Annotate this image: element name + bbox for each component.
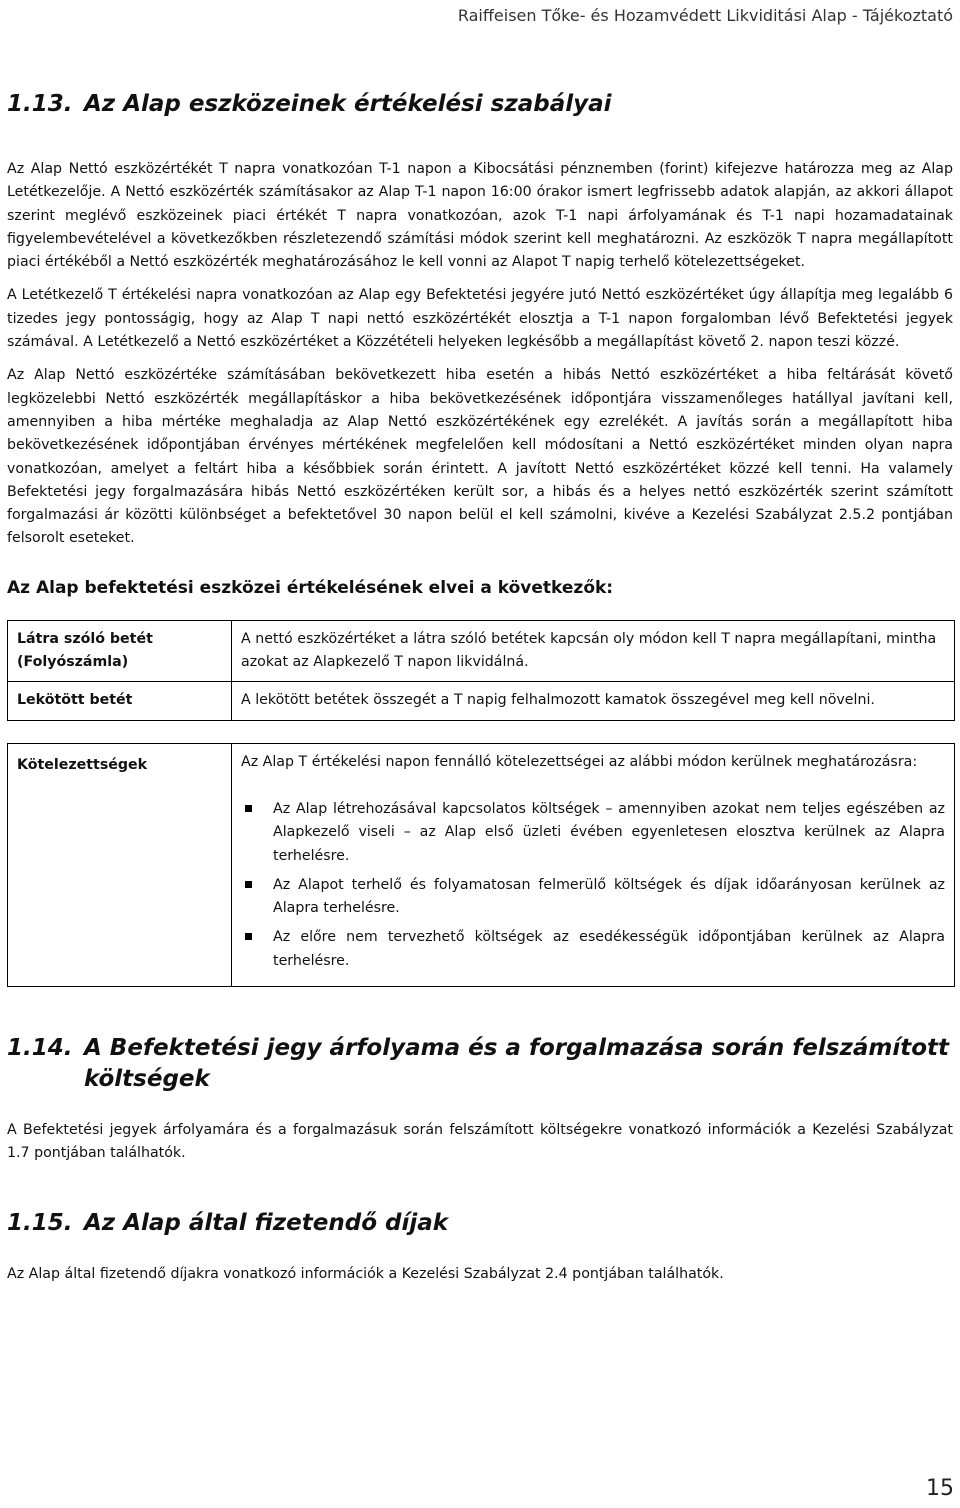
- table-row: [8, 743, 955, 986]
- row-text: A lekötött betétek összegét a T napig felhalmozott kamatok összegével meg kell növelni.: [232, 682, 955, 720]
- page-number: 15: [926, 1476, 954, 1501]
- section-number: 1.15.: [7, 1209, 73, 1236]
- table-row: [8, 682, 955, 720]
- liabilities-list: [241, 798, 945, 973]
- valuation-table-liabilities: [7, 743, 955, 987]
- paragraph-fees: Az Alap által fizetendő díjakra vonatkozó információk a Kezelési Szabályzat 2.4 pontjában találhatók.: [7, 1265, 724, 1282]
- paragraph-nav-per-unit: A Letétkezelő T értékelési napra vonatkozóan az Alap egy Befektetési jegyére jutó Nettó eszközértéket úgy állapítja meg legalább 6 tizedes jegy pontosságig, hogy az Alap T napi nettó eszközértékét elosztja a T-1 napon forgalomban lévő Befektetési jegyek számával. A Letétkezelő a Nettó eszközértéket a Közzétételi helyeken legkésőbb a megállapítást követő 2. napon teszi közzé.: [7, 287, 953, 351]
- row-label: Lekötött betét: [8, 682, 232, 720]
- paragraph-price-costs: A Befektetési jegyek árfolyamára és a forgalmazásuk során felszámított költségekre vonatkozó információk a Kezelési Szabályzat 1.7 pontjában találhatók.: [7, 1122, 953, 1162]
- section-title: Az Alap eszközeinek értékelési szabályai: [84, 91, 612, 117]
- section-number: 1.14.: [7, 1035, 73, 1062]
- paragraph-nav-error-correction: Az Alap Nettó eszközértéke számításában bekövetkezett hiba esetén a hibás Nettó eszközértéket a hiba feltárását követő legközelebbi Nettó eszközérték megállapításkor a hiba bekövetkezésének időpontjára visszamenőleges hatállyal javítani kell, amennyiben a hiba mértéke meghaladja az Alap Nettó eszközértékének egy ezrelékét. A javítás során a megállapított hiba bekövetkezésének időpontjában érvényes mértékének megfelelően kell módosítani a Nettó eszközértéket minden olyan napra vonatkozóan, amelyet a feltárt hiba a későbbiek során érintett. A javított Nettó eszközértéket közzé kell tenni. Ha valamely Befektetési jegy forgalmazására hibás Nettó eszközértéken került sor, a hibás és a helyes nettó eszközérték szerint számított forgalmazási ár közötti különbséget a befektetővel 30 napon belül el kell számolni, kivéve a Kezelési Szabályzat 2.5.2 pontjában felsorolt eseteket.: [7, 367, 953, 547]
- list-item: Az Alapot terhelő és folyamatosan felmerülő költségek és díjak időarányosan kerülnek az Alapra terhelésre.: [241, 874, 945, 921]
- row-text: [232, 743, 955, 986]
- paragraph-nav-calculation: Az Alap Nettó eszközértékét T napra vonatkozóan T-1 napon a Kibocsátási pénznemben (forint) kifejezve határozza meg az Alap Letétkezelője. A Nettó eszközérték számításakor az Alap T-1 napon 16:00 órakor ismert legfrissebb adatok alapján, az akkori állapot szerint meglévő eszközeinek piaci értékét T napra vonatkozóan, azok T-1 napi árfolyamának és T-1 napi hozamadatainak figyelembevételével a következőkben részletezendő számítási módok szerint kell meghatározni. Az eszközök T napra megállapított piaci értékéből a Nettó eszközérték meghatározásához le kell vonni az Alapot T napig terhelő kötelezettségeket.: [7, 161, 953, 271]
- section-1-13-heading: [7, 89, 953, 120]
- section-title: A Befektetési jegy árfolyama és a forgalmazása során felszámított költségek: [84, 1035, 950, 1093]
- row-label: Látra szóló betét (Folyószámla): [8, 620, 232, 682]
- section-1-15-heading: [7, 1208, 953, 1239]
- valuation-principles-subheading: Az Alap befektetési eszközei értékelésének elvei a következők:: [7, 577, 614, 598]
- section-title: Az Alap által fizetendő díjak: [84, 1209, 449, 1236]
- document-body: [7, 0, 953, 1286]
- section-number: 1.13.: [7, 91, 73, 117]
- list-item: Az előre nem tervezhető költségek az esedékességük időpontjában kerülnek az Alapra terhelésre.: [241, 926, 945, 973]
- row-label: Kötelezettségek: [8, 743, 232, 986]
- running-header: Raiffeisen Tőke- és Hozamvédett Likviditási Alap - Tájékoztató: [457, 6, 953, 25]
- liabilities-intro: Az Alap T értékelési napon fennálló kötelezettségei az alábbi módon kerülnek meghatározásra:: [241, 753, 918, 770]
- list-item: Az Alap létrehozásával kapcsolatos költségek – amennyiben azokat nem teljes egészében az Alapkezelő viseli – az Alap első üzleti évében egyenletesen elosztva kerülnek az Alapra terhelésre.: [241, 798, 945, 868]
- section-1-14-heading: [7, 1033, 953, 1095]
- row-text: A nettó eszközértéket a látra szóló betétek kapcsán oly módon kell T napra megállapítani, mintha azokat az Alapkezelő T napon likvidálná.: [232, 620, 955, 682]
- table-row: [8, 620, 955, 682]
- valuation-table-deposits: [7, 620, 955, 721]
